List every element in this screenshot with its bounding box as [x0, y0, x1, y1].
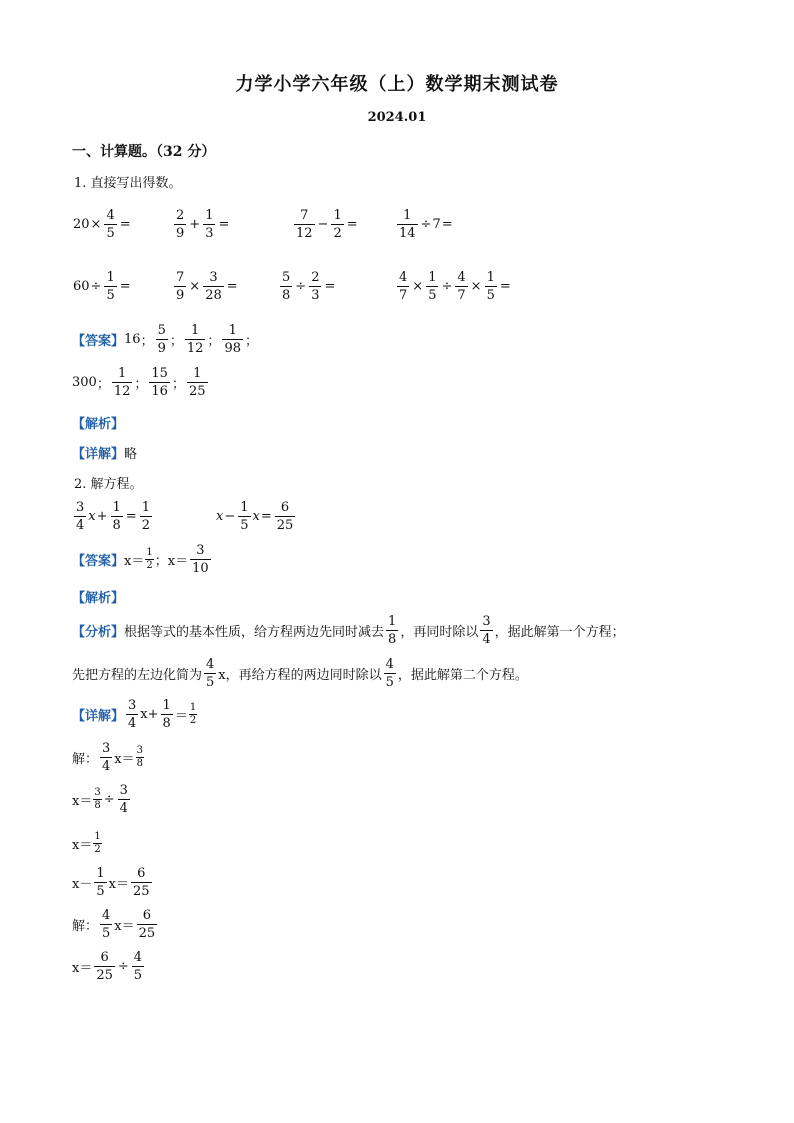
operator: ÷: [420, 217, 432, 232]
step-text: x＝: [72, 961, 93, 976]
numerator: 3: [196, 543, 205, 558]
denominator: 25: [138, 926, 156, 941]
denominator: 4: [128, 716, 137, 731]
fraction: [104, 270, 116, 303]
fenxi-text: x，再给方程的两边同时除以: [218, 668, 382, 683]
q1-expr-1-3: [292, 208, 359, 241]
fraction: [203, 270, 224, 303]
page-title: 力学小学六年级（上）数学期末测试卷: [235, 74, 559, 95]
step-text: x+: [140, 707, 159, 722]
detail-tag: 【详解】: [72, 447, 125, 462]
numerator: 2: [176, 208, 185, 223]
q2-equation-2: [216, 500, 297, 533]
numerator: 1: [333, 208, 342, 223]
q1-expr-2-1: [73, 270, 132, 303]
equals-sign: =: [218, 217, 230, 232]
fraction: [190, 543, 211, 576]
numerator: 6: [137, 866, 146, 881]
denominator: 8: [112, 518, 121, 533]
fraction: [145, 548, 153, 571]
q2-step-3: [72, 783, 132, 816]
separator: ；: [96, 377, 110, 392]
fraction: [132, 950, 144, 983]
separator: ；: [154, 554, 168, 569]
q2-step-7: [72, 950, 146, 983]
separator: ；: [207, 334, 221, 349]
numerator: 3: [94, 787, 101, 798]
numerator: 1: [428, 270, 437, 285]
variable-x: x: [216, 509, 224, 524]
q1-analysis-tag: 【解析】: [72, 417, 125, 432]
exam-date: 2024.01: [367, 110, 427, 125]
denominator: 3: [205, 226, 214, 241]
equals-sign: =: [119, 279, 131, 294]
numerator: 3: [102, 741, 111, 756]
denominator: 2: [141, 518, 150, 533]
fraction: [189, 703, 197, 726]
numerator: 4: [102, 908, 111, 923]
step-text: x＝: [114, 919, 135, 934]
operator: −: [224, 509, 236, 524]
step-text: x－: [72, 877, 93, 892]
fraction: [94, 866, 106, 899]
numerator: 1: [388, 614, 397, 629]
fraction: [93, 832, 101, 855]
denominator: 4: [102, 759, 111, 774]
equals-sign: =: [226, 279, 238, 294]
separator: ；: [171, 377, 185, 392]
question-1-prompt: 1. 直接写出得数。: [74, 176, 182, 191]
fraction: [74, 500, 86, 533]
numerator: 4: [399, 270, 408, 285]
fraction: [309, 270, 321, 303]
fraction: [204, 657, 216, 690]
denominator: 2: [333, 226, 342, 241]
step-prefix: 解：: [72, 752, 99, 767]
denominator: 12: [296, 226, 313, 241]
denominator: 5: [106, 226, 115, 241]
step-text: ＝: [174, 709, 188, 724]
denominator: 8: [388, 632, 397, 647]
denominator: 2: [94, 844, 101, 855]
q2-step-6: [72, 908, 159, 941]
q1-expr-2-4: [395, 270, 512, 303]
fraction: [100, 908, 112, 941]
denominator: 9: [176, 288, 185, 303]
numerator: 4: [457, 270, 466, 285]
numerator: 3: [209, 270, 218, 285]
denominator: 25: [276, 518, 294, 533]
numerator: 7: [176, 270, 185, 285]
denominator: 9: [157, 341, 166, 356]
answer-prefix: x＝: [167, 554, 189, 569]
denominator: 5: [240, 518, 249, 533]
numerator: 1: [403, 208, 412, 223]
equals-sign: =: [260, 509, 272, 524]
denominator: 9: [176, 226, 185, 241]
operator: ÷: [103, 792, 115, 807]
q2-fenxi-line-1: [72, 614, 625, 647]
fraction: [156, 323, 168, 356]
number: 20: [73, 217, 90, 232]
numerator: 1: [205, 208, 214, 223]
fraction: [455, 270, 467, 303]
q1-expr-1-1: [73, 208, 132, 241]
numerator: 1: [193, 366, 202, 381]
fenxi-text: ，据此解第一个方程；: [494, 625, 625, 640]
answer-value: 16: [124, 332, 141, 347]
step-text: x＝: [108, 877, 129, 892]
equals-sign: =: [346, 217, 358, 232]
answer-tag: 【答案】: [72, 554, 125, 569]
fraction: [222, 323, 243, 356]
fraction: [397, 208, 418, 241]
fraction: [480, 614, 492, 647]
q1-detail: [72, 443, 137, 462]
fraction: [174, 208, 186, 241]
numerator: 5: [282, 270, 291, 285]
fraction: [203, 208, 215, 241]
fraction: [104, 208, 116, 241]
q1-answer-line-2: [72, 366, 210, 399]
fraction: [174, 270, 186, 303]
operator: ÷: [90, 279, 102, 294]
denominator: 98: [224, 341, 241, 356]
denominator: 5: [102, 926, 111, 941]
fraction: [386, 614, 398, 647]
fraction: [118, 783, 130, 816]
numerator: 1: [189, 702, 197, 713]
fraction: [331, 208, 343, 241]
step-text: x＝: [72, 794, 93, 809]
q1-expr-1-4: [395, 208, 454, 241]
q1-expr-2-3: [278, 270, 336, 303]
numerator: 1: [191, 323, 200, 338]
denominator: 4: [76, 518, 85, 533]
separator: ；: [244, 334, 258, 349]
detail-tag: 【详解】: [72, 709, 125, 724]
denominator: 8: [94, 800, 101, 811]
denominator: 2: [189, 715, 197, 726]
denominator: 5: [486, 288, 495, 303]
denominator: 4: [119, 801, 128, 816]
equals-sign: =: [441, 217, 453, 232]
operator: +: [189, 217, 201, 232]
fraction: [280, 270, 292, 303]
equals-sign: =: [119, 217, 131, 232]
denominator: 5: [206, 675, 215, 690]
fraction: [140, 500, 152, 533]
fraction: [126, 698, 138, 731]
numerator: 4: [206, 657, 215, 672]
numerator: 5: [157, 323, 166, 338]
answer-value: 300: [72, 375, 97, 390]
number: 7: [432, 217, 441, 232]
numerator: 3: [119, 783, 128, 798]
fraction: [238, 500, 250, 533]
q2-step-1: [72, 698, 198, 731]
q1-expr-1-2: [172, 208, 230, 241]
numerator: 1: [94, 831, 101, 842]
denominator: 2: [146, 560, 153, 571]
fraction: [485, 270, 497, 303]
q2-step-5: [72, 866, 154, 899]
q1-answer-line-1: [72, 323, 258, 356]
denominator: 25: [96, 968, 113, 983]
operator: ÷: [295, 279, 307, 294]
separator: ；: [134, 377, 148, 392]
denominator: 12: [113, 384, 131, 399]
operator: ÷: [117, 959, 129, 974]
fraction: [294, 208, 315, 241]
numerator: 1: [146, 547, 153, 558]
numerator: 4: [133, 950, 143, 965]
q2-answer: [72, 543, 213, 576]
fraction: [149, 366, 170, 399]
q2-fenxi-line-2: [72, 657, 528, 690]
denominator: 4: [482, 632, 491, 647]
fraction: [397, 270, 409, 303]
fraction: [137, 908, 158, 941]
numerator: 1: [96, 866, 105, 881]
denominator: 10: [192, 561, 209, 576]
answer-tag: 【答案】: [72, 334, 125, 349]
numerator: 3: [482, 614, 491, 629]
numerator: 4: [385, 657, 394, 672]
numerator: 1: [117, 366, 127, 381]
denominator: 16: [151, 384, 168, 399]
numerator: 7: [300, 208, 309, 223]
denominator: 5: [96, 884, 105, 899]
variable-x: x: [252, 509, 260, 524]
numerator: 1: [106, 270, 115, 285]
operator: −: [317, 217, 329, 232]
step-text: x＝: [114, 752, 135, 767]
fraction: [185, 323, 206, 356]
separator: ；: [140, 334, 154, 349]
numerator: 6: [142, 908, 152, 923]
numerator: 1: [141, 500, 150, 515]
fenxi-text: ，再同时除以: [400, 625, 479, 640]
q2-step-4: [72, 832, 103, 855]
fenxi-text: ，据此解第二个方程。: [397, 668, 528, 683]
denominator: 7: [457, 288, 466, 303]
step-prefix: 解：: [72, 919, 99, 934]
numerator: 6: [280, 500, 290, 515]
equals-sign: =: [499, 279, 511, 294]
denominator: 5: [428, 288, 437, 303]
operator: ×: [189, 279, 201, 294]
q2-step-2: [72, 741, 145, 774]
fraction: [426, 270, 438, 303]
section-heading-calculation: 一、计算题。（32 分）: [72, 144, 216, 160]
numerator: 1: [112, 500, 121, 515]
numerator: 6: [100, 950, 109, 965]
denominator: 8: [136, 758, 144, 769]
q1-expr-2-2: [172, 270, 239, 303]
operator: +: [96, 509, 108, 524]
fraction: [111, 500, 123, 533]
operator: ÷: [441, 279, 453, 294]
fraction: [112, 366, 133, 399]
fenxi-tag: 【分析】: [72, 625, 125, 640]
detail-text: 略: [124, 447, 138, 462]
denominator: 28: [205, 288, 222, 303]
denominator: 5: [133, 968, 143, 983]
denominator: 8: [162, 716, 171, 731]
question-2-prompt: 2. 解方程。: [74, 477, 143, 492]
numerator: 3: [128, 698, 137, 713]
fraction: [93, 788, 101, 811]
denominator: 5: [385, 675, 394, 690]
numerator: 4: [106, 208, 115, 223]
numerator: 1: [486, 270, 495, 285]
fraction: [100, 741, 112, 774]
answer-prefix: x＝: [124, 554, 145, 569]
numerator: 3: [136, 745, 144, 756]
operator: ×: [412, 279, 424, 294]
numerator: 1: [162, 698, 171, 713]
step-text: x＝: [72, 838, 93, 853]
denominator: 3: [311, 288, 320, 303]
fraction: [94, 950, 115, 983]
number: 60: [73, 279, 90, 294]
fraction: [187, 366, 208, 399]
fraction: [136, 746, 144, 769]
fenxi-text: 先把方程的左边化简为: [72, 668, 203, 683]
fraction: [131, 866, 152, 899]
denominator: 7: [399, 288, 408, 303]
denominator: 25: [188, 384, 206, 399]
fenxi-text: 根据等式的基本性质，给方程两边先同时减去: [124, 625, 385, 640]
numerator: 2: [311, 270, 320, 285]
q2-equation-1: [72, 500, 154, 533]
denominator: 25: [132, 884, 150, 899]
numerator: 1: [228, 323, 237, 338]
operator: ×: [470, 279, 482, 294]
denominator: 12: [186, 341, 204, 356]
variable-x: x: [88, 509, 96, 524]
separator: ；: [169, 334, 183, 349]
denominator: 14: [399, 226, 416, 241]
equals-sign: =: [324, 279, 336, 294]
denominator: 5: [106, 288, 115, 303]
operator: ×: [90, 217, 102, 232]
fraction: [275, 500, 296, 533]
denominator: 8: [282, 288, 291, 303]
numerator: 3: [76, 500, 85, 515]
fraction: [384, 657, 396, 690]
equals-sign: =: [125, 509, 137, 524]
numerator: 15: [151, 366, 168, 381]
q2-analysis-tag: 【解析】: [72, 591, 125, 606]
fraction: [161, 698, 173, 731]
numerator: 1: [240, 500, 249, 515]
